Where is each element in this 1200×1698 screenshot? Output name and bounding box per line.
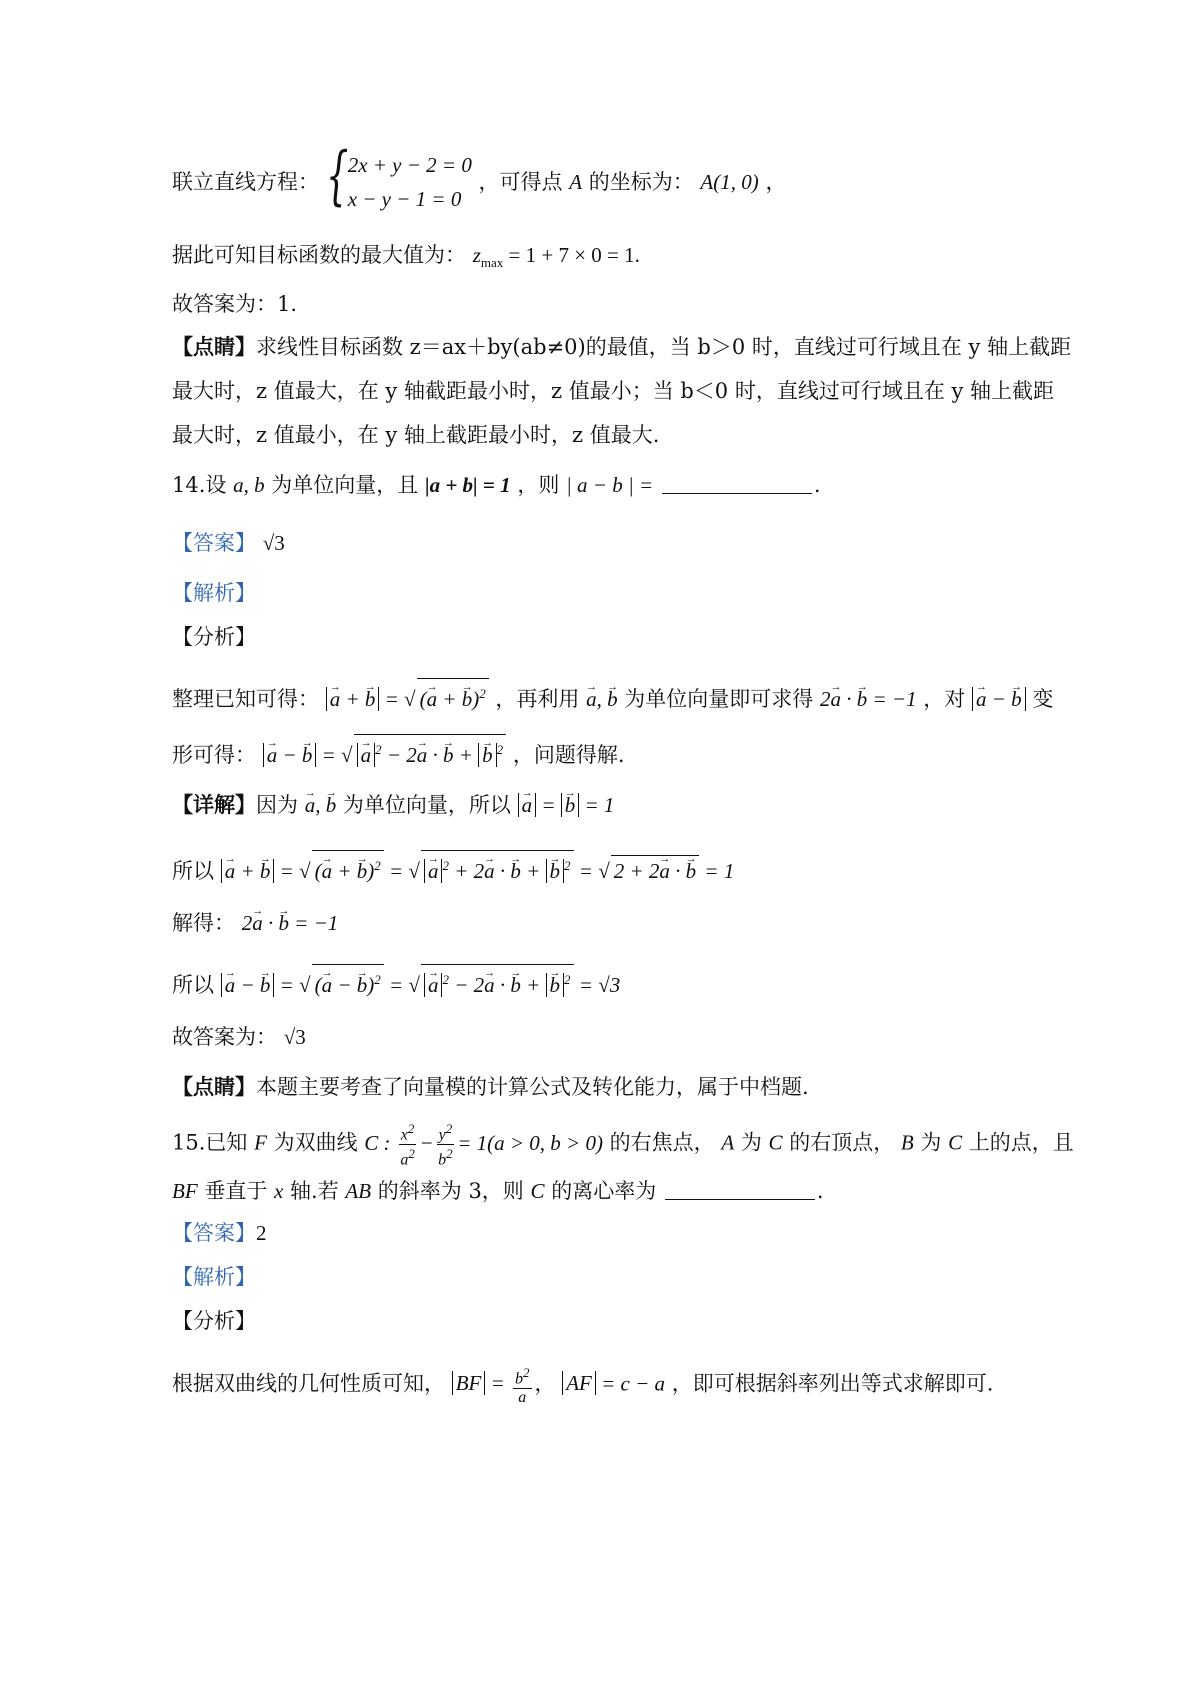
answer-tag: 【答案】	[172, 1221, 256, 1245]
text: 为单位向量，且	[271, 473, 419, 497]
equation-1: 2x + y − 2 = 0	[347, 153, 472, 177]
formula: AF = c − a	[562, 1371, 665, 1395]
text: 为	[920, 1130, 942, 1155]
text: 垂直于	[204, 1179, 268, 1203]
detail-line-5	[172, 1022, 1032, 1052]
dianjing-tag: 【点睛】	[172, 1074, 256, 1099]
point-label: A	[569, 170, 583, 194]
formula: 2→ a · → b = −1	[820, 687, 917, 711]
text: 本题主要考查了向量模的计算公式及转化能力，属于中档题.	[256, 1075, 809, 1099]
answer-15	[172, 1218, 1032, 1248]
answer-value: √3	[262, 531, 285, 555]
hyperbola-equation: C : $\frac{x^2}{a^2}$ − $\frac{y^2}{b^2}$ = 1(a > 0, b > 0)	[364, 1121, 603, 1169]
text: 为单位向量即可求得	[624, 687, 814, 711]
formula: → a − → b	[972, 687, 1026, 711]
text: 上的点，且	[968, 1130, 1074, 1155]
text: ，可得点	[478, 170, 563, 194]
question-14	[172, 470, 1032, 500]
text: 故答案为：	[172, 1025, 277, 1049]
text: 15.已知	[172, 1130, 248, 1155]
text: 所以	[172, 859, 214, 883]
ask: | a − b | =	[566, 473, 654, 497]
dianjing-tag: 【点睛】	[172, 334, 256, 359]
text: 的离心率为	[551, 1179, 657, 1203]
text: 联立直线方程：	[172, 170, 319, 194]
formula: → a − → b = √→ a $^2$ − 2→ a · → b + → b $^2$	[263, 743, 506, 767]
coordinate: A(1, 0)	[700, 170, 759, 194]
answer-14	[172, 528, 1032, 558]
line-system	[172, 139, 1032, 218]
text: 求线性目标函数 z＝ax＋by(ab≠0)的最值，当 b＞0 时，直线过可行域且在 y 轴上截距	[256, 335, 1072, 359]
text: 为单位向量，所以	[342, 793, 511, 817]
line-dianjing-2: 最大时，z 值最大，在 y 轴截距最小时，z 值最小；当 b＜0 时，直线过可行域且在 y 轴上截距	[172, 379, 1055, 403]
formula: → a = → b = 1	[518, 793, 615, 817]
text: ，再利用	[495, 687, 580, 711]
analysis-line-1	[172, 678, 1054, 714]
formula: → a, → b	[586, 687, 618, 711]
question-15-line-1: 15.已知 F 为双曲线 C : $\frac{x^2}{a^2}$ − $\frac{y^2}{b^2}$ = 1(a > 0, b > 0) 的右焦点， A 为 C 的右顶点， B 为 C 上的点，且	[172, 1121, 1074, 1169]
text: 解得：	[172, 911, 235, 935]
formula: → a − → b = √ (→ a − → b)$^2$ = √→ a $^2$ − 2→ a · → b + → b $^2$ = √3	[221, 973, 621, 997]
detail-line-1	[172, 790, 1032, 820]
detail-line-4	[172, 964, 1032, 1000]
detail-line-3	[172, 908, 1032, 938]
text: 据此可知目标函数的最大值为：	[172, 243, 466, 267]
answer-value: √3	[283, 1025, 306, 1049]
formula: → a + → b = √ (→ a + → b)$^2$ = √→ a $^2$ + 2→ a · → b + → b $^2$ = √ 2 + 2→ a · → b = 1	[221, 859, 735, 883]
line-dianjing-1	[172, 332, 1072, 362]
line-answer-13: 故答案为：1.	[172, 292, 298, 316]
analysis-line-2	[172, 734, 1032, 770]
text: ，即可根据斜率列出等式求解即可.	[671, 1371, 994, 1396]
text: 的坐标为：	[588, 170, 694, 194]
z-var: z	[472, 243, 481, 267]
detail-line-2	[172, 850, 1032, 886]
answer-blank	[665, 1181, 815, 1200]
text: .	[813, 473, 821, 497]
vectors-ab: a, b	[233, 473, 265, 497]
answer-blank	[662, 475, 812, 494]
text: .	[816, 1179, 824, 1203]
text: ，问题得解.	[512, 743, 625, 767]
text: 形可得：	[172, 743, 256, 767]
text: ，则	[517, 473, 560, 497]
formula: BF = $\frac{b^2}{a}$	[452, 1371, 535, 1395]
formula: 2→ a · → b = −1	[242, 911, 339, 935]
text: 的右焦点，	[609, 1130, 715, 1155]
xiangjie-tag: 【详解】	[172, 792, 256, 817]
text: 变	[1032, 687, 1054, 711]
line-dianjing-3: 最大时，z 值最小，在 y 轴上截距最小时，z 值最大.	[172, 423, 660, 447]
formula: → a + → b = √ (→ a + → b)$^2$	[326, 687, 489, 711]
text: 为双曲线	[273, 1130, 358, 1155]
text: 轴.若	[290, 1179, 339, 1203]
max-expression: = 1 + 7 × 0 = 1.	[503, 243, 640, 267]
text: 为	[740, 1130, 762, 1155]
equation-system: { 2x + y − 2 = 0 x − y − 1 = 0	[326, 148, 472, 216]
text: 因为	[256, 793, 298, 817]
line-max-value	[172, 240, 1032, 278]
text: ，对	[923, 687, 966, 711]
answer-tag: 【答案】	[172, 531, 256, 555]
z-sub: max	[480, 255, 504, 271]
answer-value: 2	[256, 1221, 267, 1245]
text: 的斜率为 3，则	[377, 1179, 524, 1203]
fenxi-tag: 【分析】	[172, 625, 256, 649]
analysis-tag: 【解析】	[172, 1265, 256, 1289]
analysis-tag: 【解析】	[172, 581, 256, 605]
text: 的右顶点，	[789, 1130, 895, 1155]
text: 整理已知可得：	[172, 687, 319, 711]
dianjing-line	[172, 1072, 1032, 1102]
condition: |a + b| = 1	[424, 473, 511, 497]
equation-2: x − y − 1 = 0	[347, 187, 462, 211]
formula: → a, → b	[305, 793, 337, 817]
text: ，	[765, 170, 787, 194]
text: 14.设	[172, 473, 227, 497]
question-15-line-2: BF 垂直于 x 轴.若 AB 的斜率为 3，则 C 的离心率为 .	[172, 1179, 824, 1203]
analysis-15: 根据双曲线的几何性质可知， BF = $\frac{b^2}{a}$ ， AF = c − a ，即可根据斜率列出等式求解即可.	[172, 1365, 994, 1407]
fenxi-tag: 【分析】	[172, 1309, 256, 1333]
text: 所以	[172, 973, 214, 997]
text: 根据双曲线的几何性质可知，	[172, 1371, 445, 1396]
